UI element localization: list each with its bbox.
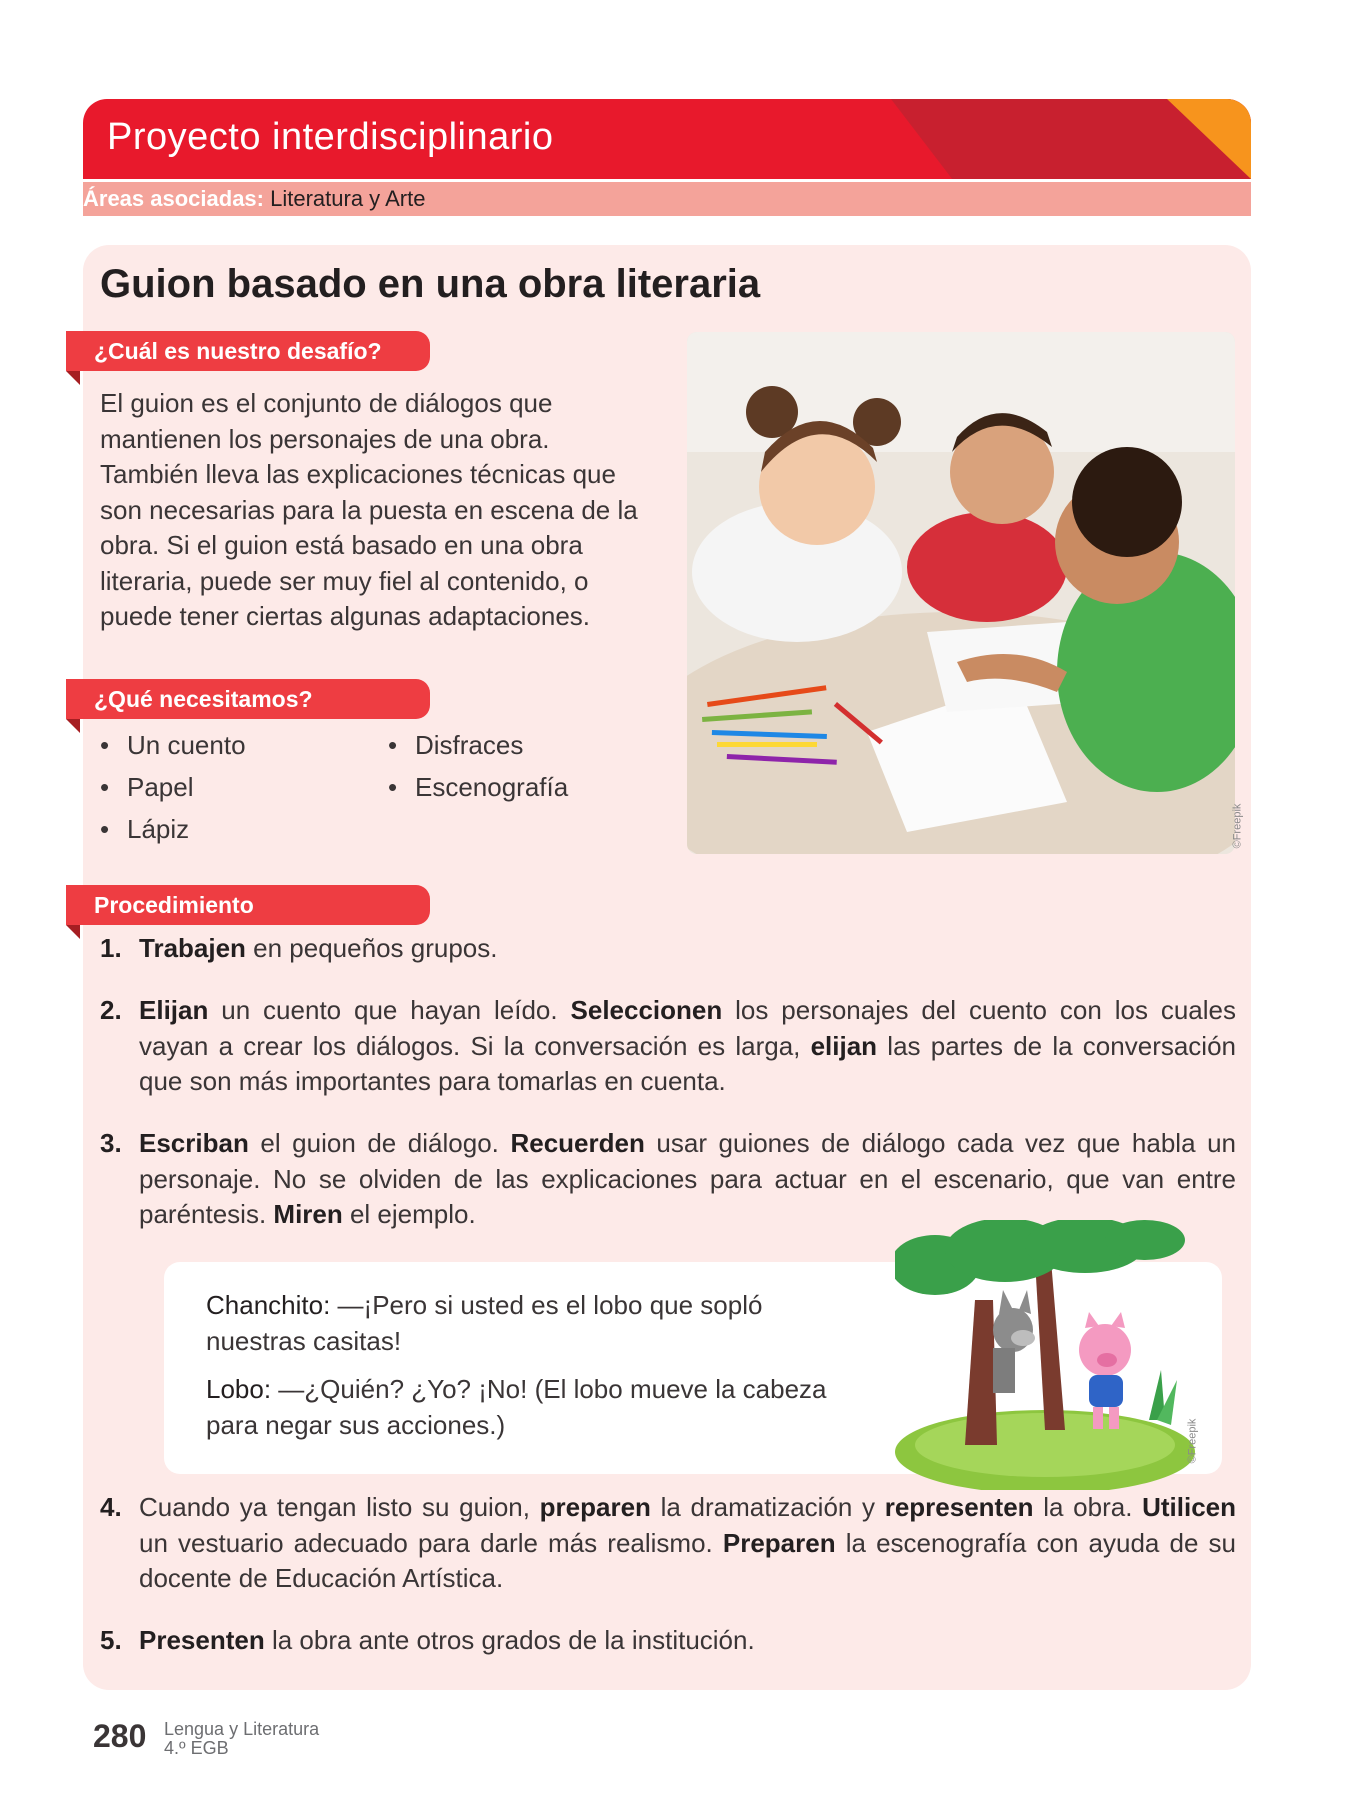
- challenge-tab: ¿Cuál es nuestro desafío?: [66, 331, 430, 371]
- project-header: [83, 99, 1251, 179]
- step-4: [100, 1490, 1236, 1597]
- step-run: la escenografía con ayuda de su docente de Educación Artística.: [139, 1527, 1236, 1593]
- step-run: el guion de diálogo.: [248, 1128, 511, 1158]
- step-run: Cuando ya tengan listo su guion,: [139, 1492, 540, 1522]
- step-run: en pequeños grupos.: [245, 933, 498, 963]
- step-number: 1.: [100, 933, 122, 963]
- header-title: Proyecto interdisciplinario: [107, 116, 554, 158]
- dua-subtitle: Participación: [982, 39, 1122, 64]
- step-number: 4.: [100, 1492, 122, 1522]
- challenge-text: El guion es el conjunto de diálogos que mantienen los personajes de una obra. También lleva las explicaciones técnicas que son necesarias para la puesta en escena de la obra. Si el guion está basado en una obra literaria, puede ser muy fiel al contenido, o puede tener ciertas algunas adaptaciones.: [100, 388, 638, 631]
- step-keyword: Utilicen: [1142, 1492, 1237, 1522]
- step-text: [139, 993, 1236, 1100]
- dua-title: DUA: [1023, 8, 1081, 38]
- step-run: usar guiones de diálogo cada vez que habla un personaje. No se olviden de las explicaciones para actuar en el escenario, que van entre paréntesis.: [139, 1128, 1237, 1229]
- step-keyword: preparen: [539, 1492, 651, 1522]
- step-keyword: elijan: [810, 1030, 878, 1061]
- step-2: [100, 993, 1236, 1100]
- list-item: • Escenografía: [388, 766, 568, 808]
- dialogue-text: —¿Quién? ¿Yo? ¡No! (El lobo mueve la cabeza para negar sus acciones.): [206, 1374, 827, 1440]
- step-5: [100, 1623, 1236, 1659]
- page-number: 280: [93, 1718, 147, 1754]
- step-keyword: Trabajen: [139, 933, 246, 963]
- photo-credit: ©Freepik: [1231, 803, 1244, 849]
- step-run: un vestuario adecuado para darle más realismo.: [139, 1527, 723, 1558]
- step-number: 3.: [100, 1128, 122, 1158]
- illustration-credit: ©Freepik: [1186, 1418, 1199, 1464]
- speaker-name: Lobo:: [206, 1374, 272, 1404]
- step-text: [139, 1623, 1236, 1659]
- step-number: 2.: [100, 995, 122, 1025]
- wolf-and-pig-illustration: [895, 1220, 1195, 1490]
- step-run: las partes de la conversación que son más importantes para tomarlas en cuenta.: [139, 1030, 1237, 1096]
- areas-label: Áreas asociadas:: [83, 186, 264, 211]
- step-keyword: Miren: [273, 1199, 343, 1229]
- needs-list-left: [100, 724, 246, 850]
- step-run: un cuento que hayan leído.: [208, 995, 571, 1025]
- step-keyword: Preparen: [722, 1527, 836, 1558]
- book-grade: 4.º EGB: [164, 1738, 229, 1758]
- step-run: la obra.: [1033, 1492, 1143, 1522]
- step-keyword: Presenten: [139, 1625, 265, 1655]
- areas-value: Literatura y Arte: [270, 186, 426, 211]
- book-title: [164, 1720, 319, 1758]
- step-text: [139, 1126, 1236, 1233]
- dialogue-text: —¡Pero si usted es el lobo que sopló nuestras casitas!: [206, 1290, 763, 1356]
- step-keyword: Seleccionen: [570, 995, 723, 1025]
- step-run: la dramatización y: [650, 1492, 885, 1522]
- step-keyword: Elijan: [139, 995, 209, 1025]
- children-drawing-illustration: [687, 332, 1235, 854]
- step-run: los personajes del cuento con los cuales vayan a crear los diálogos. Si la conversación es larga,: [139, 995, 1236, 1061]
- step-text: [139, 1490, 1236, 1597]
- list-item: • Papel: [100, 766, 246, 808]
- areas-bar: [83, 182, 1251, 216]
- dialogue-line-chanchito: [206, 1287, 846, 1359]
- step-text: [139, 931, 1236, 967]
- list-item: • Disfraces: [388, 724, 568, 766]
- speaker-name: Chanchito:: [206, 1290, 331, 1320]
- step-1: [100, 931, 1236, 967]
- needs-list-right: [388, 724, 568, 808]
- step-number: 5.: [100, 1625, 122, 1655]
- step-3: [100, 1126, 1236, 1233]
- step-run: la obra ante otros grados de la institución.: [264, 1625, 755, 1655]
- list-item: • Lápiz: [100, 808, 246, 850]
- list-item: • Un cuento: [100, 724, 246, 766]
- procedure-tab: Procedimiento: [66, 885, 430, 925]
- dialogue-line-lobo: [206, 1371, 846, 1443]
- step-keyword: representen: [884, 1492, 1034, 1522]
- step-keyword: Escriban: [139, 1128, 249, 1158]
- children-drawing-photo: [687, 332, 1235, 854]
- step-run: el ejemplo.: [342, 1199, 476, 1229]
- dua-label: [912, 8, 1192, 66]
- book-subject: Lengua y Literatura: [164, 1719, 320, 1739]
- step-keyword: Recuerden: [510, 1128, 645, 1158]
- page-title: Guion basado en una obra literaria: [100, 262, 761, 306]
- needs-tab: ¿Qué necesitamos?: [66, 679, 430, 719]
